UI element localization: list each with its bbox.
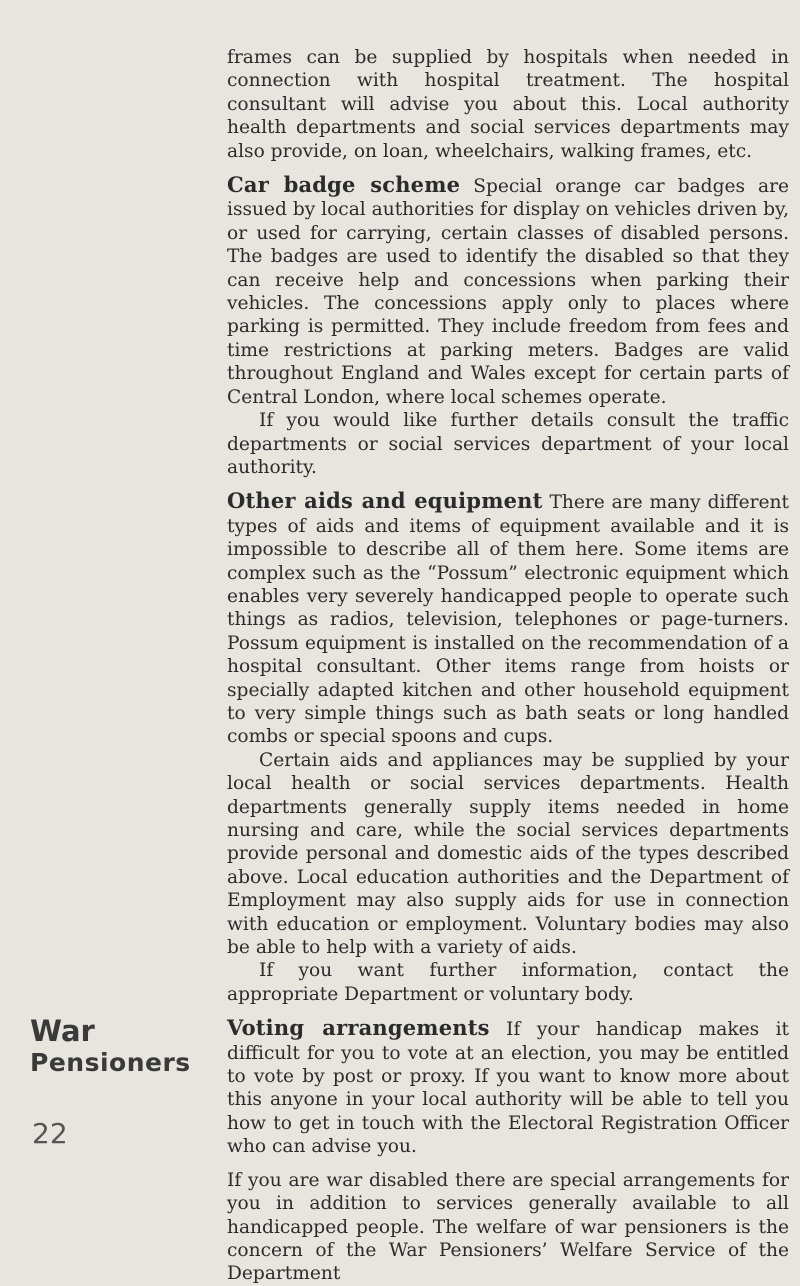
paragraph-text: If you would like further details consult the traffic departments or social services department of your local authority.	[227, 410, 789, 478]
paragraph-certain-aids	[227, 749, 789, 960]
paragraph-heading: Other aids and equipment	[227, 488, 543, 514]
paragraph-car-badge	[227, 173, 789, 409]
section-heading-line1: War	[30, 1014, 95, 1048]
paragraph-text: There are many different types of aids and items of equipment available and it is impossible to describe all of them here. Some items are complex such as the “Possum” electronic equipment which enables very severely handicapped people to operate such things as radios, television, telephones or page-turners. Possum equipment is installed on the recommendation of a hospital consultant. Other items range from hoists or specially adapted kitchen and other household equipment to very simple things such as bath seats or long handled combs or special spoons and cups.	[227, 492, 789, 748]
paragraph-voting	[227, 1016, 789, 1158]
paragraph-war-disabled	[227, 1169, 789, 1286]
section-heading	[30, 1015, 191, 1079]
paragraph-text: Certain aids and appliances may be supplied by your local health or social services departments. Health departments generally supply items needed in home nursing and care, while the social services departments provide personal and domestic aids of the types described above. Local education authorities and the Department of Employment may also supply aids for use in connection with education or employment. Voluntary bodies may also be able to help with a variety of aids.	[227, 749, 789, 959]
paragraph-text: Special orange car badges are issued by local authorities for display on vehicles driven by, or used for carrying, certain classes of disabled persons. The badges are used to identify the disabled so that they can receive help and concessions when parking their vehicles. The concessions apply only to places where parking is permitted. They include freedom from fees and time restrictions at parking meters. Badges are valid throughout England and Wales except for certain parts of Central London, where local schemes operate.	[227, 176, 789, 408]
paragraph-text: If your handicap makes it difficult for you to vote at an election, you may be entitled to vote by post or proxy. If you want to know more about this anyone in your local authority will be able to tell you how to get in touch with the Electoral Registration Officer who can advise you.	[227, 1019, 789, 1158]
paragraph-further-info	[227, 959, 789, 1006]
body-text	[227, 46, 789, 1286]
paragraph-frames	[227, 46, 789, 163]
paragraph-heading: Voting arrangements	[227, 1015, 490, 1041]
section-heading-line2: Pensioners	[30, 1048, 191, 1077]
paragraph-text: If you are war disabled there are special arrangements for you in addition to services generally available to all handicapped people. The welfare of war pensioners is the concern of the War Pensioners’ Welfare Service of the Department	[227, 1169, 789, 1285]
paragraph-heading: Car badge scheme	[227, 172, 461, 198]
paragraph-other-aids	[227, 489, 789, 748]
paragraph-text: If you want further information, contact the appropriate Department or voluntary body.	[227, 960, 789, 1005]
page-number: 22	[32, 1117, 68, 1150]
paragraph-text: frames can be supplied by hospitals when needed in connection with hospital treatment. The hospital consultant will advise you about this. Local authority health departments and social services departments may also provide, on loan, wheelchairs, walking frames, etc.	[227, 47, 789, 162]
sidebar	[0, 0, 210, 1187]
paragraph-traffic	[227, 409, 789, 479]
